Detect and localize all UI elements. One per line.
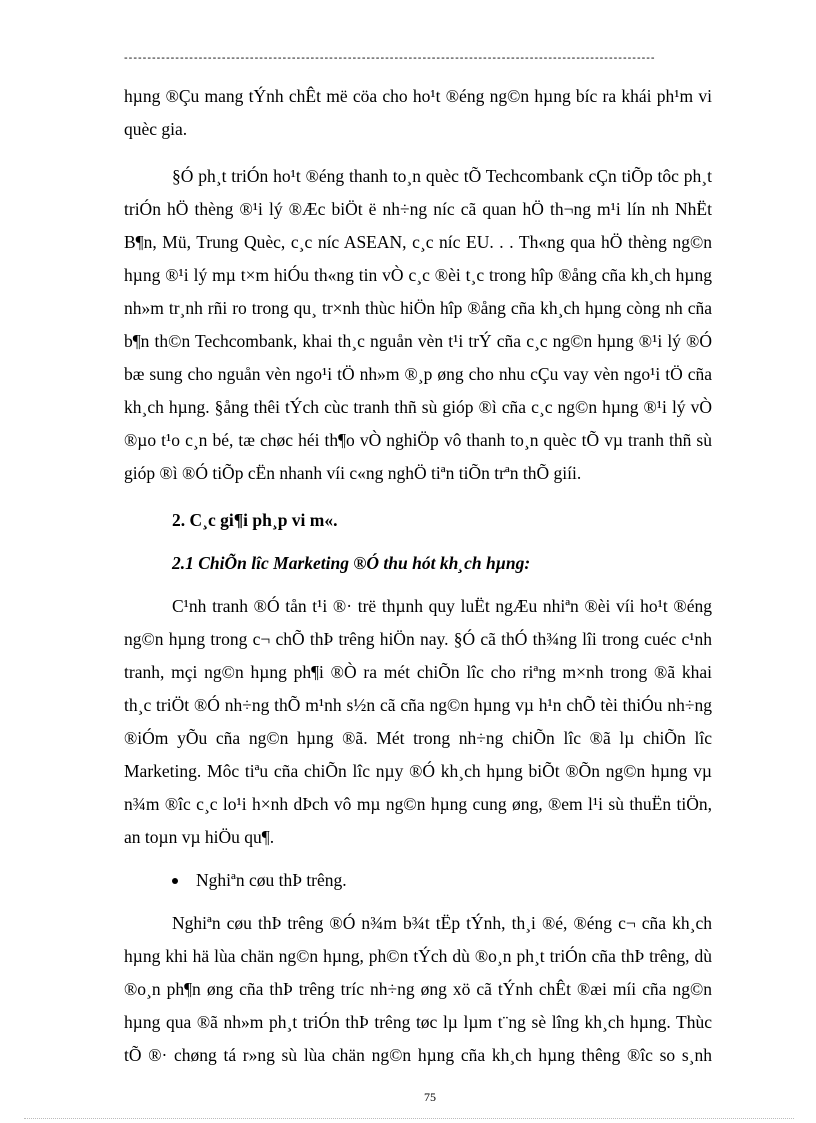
section-heading-2-1: 2.1 ChiÕn lîc Marketing ®Ó thu hót kh¸ch hµng: [172,553,531,573]
text-line: an toµn vµ hiÖu qu¶. [124,827,275,847]
text-line: hµng ®Çu mang tÝnh chÊt më cöa cho ho¹t ®éng ng©n hµng bíc ra khái ph¹m vi [124,86,712,106]
paragraph-international-payment [124,160,712,490]
bullet-label: Nghiªn cøu thÞ trêng. [196,870,347,890]
page-content [124,80,712,1072]
text-line: Nghiªn cøu thÞ trêng ®Ó n¾m b¾t tËp tÝnh, th¸i ®é, ®éng c¬ cña kh¸ch [172,913,712,933]
text-line: th¸c triÖt ®Ó nh÷ng thÕ m¹nh s½n cã cña ng©n hµng vµ h¹n chÕ tèi thiÓu nh÷ng [124,695,712,715]
text-line: B¶n, Mü, Trung Quèc, c¸c níc ASEAN, c¸c níc EU. . . Th«ng qua hÖ thèng ng©n [124,232,712,252]
text-line: kh¸ch hµng. §ång thêi tÝch cùc tranh thñ sù gióp ®ì cña c¸c ng©n hµng ®¹i lý vÒ [124,397,712,417]
text-line: triÓn hÖ thèng ®¹i lý ®Æc biÖt ë nh÷ng níc cã quan hÖ th¬ng m¹i lín nh NhËt [124,199,712,219]
text-line: ®o¸n ph¶n øng cña thÞ trêng tríc nh÷ng øng xö cã tÝnh chÊt ®æi míi cña ng©n [124,979,712,999]
text-line: quèc gia. [124,119,188,139]
text-line: Marketing. Môc tiªu cña chiÕn lîc nµy ®Ó kh¸ch hµng biÕt ®Õn ng©n hµng vµ [124,761,712,781]
text-line: ®iÓm yÕu cña ng©n hµng ®ã. Mét trong nh÷ng chiÕn lîc ®ã lµ chiÕn lîc [124,728,712,748]
text-line: §Ó ph¸t triÓn ho¹t ®éng thanh to¸n quèc tÕ Techcombank cÇn tiÕp tôc ph¸t [172,166,712,186]
bullet-item [124,864,712,897]
text-line: gióp ®ì ®Ó tiÕp cËn nhanh víi c«ng nghÖ tiªn tiÕn trªn thÕ giíi. [124,463,582,483]
paragraph-market-research [124,907,712,1072]
text-line: b¶n th©n Techcombank, khai th¸c nguån vèn t¹i trÝ cña c¸c ng©n hµng ®¹i lý ®Ó [124,331,712,351]
text-line: nh»m tr¸nh rñi ro trong qu¸ tr×nh thùc hiÖn hîp ®ång cña kh¸ch hµng còng nh cña [124,298,712,318]
text-line: bæ sung cho nguån vèn ngo¹i tÖ nh»m ®¸p øng cho nhu cÇu vay vèn ngo¹i tÖ cña [124,364,712,384]
paragraph-marketing-strategy [124,590,712,854]
text-line: ®µo t¹o c¸n bé, tæ chøc héi th¶o vÒ nghiÖp vô thanh to¸n quèc tÕ vµ tranh thñ sù [124,430,712,450]
text-line: tranh, mçi ng©n hµng ph¶i ®Ò ra mét chiÕn lîc cho riªng m×nh trong ®ã khai [124,662,712,682]
text-line: hµng khi hä lùa chän ng©n hµng, ph©n tÝch dù ®o¸n ph¸t triÓn cña thÞ trêng, dù [124,946,712,966]
paragraph-continuation [124,80,712,146]
text-line: C¹nh tranh ®Ó tån t¹i ®· trë thµnh quy luËt ngÆu nhiªn ®èi víi ho¹t ®éng [172,596,712,616]
text-line: hµng qua ®ã nh»m ph¸t triÓn thÞ trêng tøc lµ lµm t¨ng sè lîng kh¸ch hµng. Thùc [124,1012,712,1032]
text-line: n¾m ®îc c¸c lo¹i h×nh dÞch vô mµ ng©n hµng cung øng, ®em l¹i sù thuËn tiÖn, [124,794,712,814]
bullet-dot-icon [172,878,178,884]
text-line: ng©n hµng trong c¬ chÕ thÞ trêng hiÖn nay. §Ó cã thÓ th¾ng lîi trong cuéc c¹nh [124,629,712,649]
text-line: hµng ®¹i lý mµ t×m hiÓu th«ng tin vÒ c¸c ®èi t¸c trong hîp ®ång cña kh¸ch hµng [124,265,712,285]
section-heading-2: 2. C¸c gi¶i ph¸p vi m«. [172,510,338,530]
footer-divider [24,1118,794,1119]
page-number: 75 [424,1090,436,1104]
header-rule: ------------------------------------------------------------------------------------------------------------------ [124,52,656,64]
text-line: tÕ ®· chøng tá r»ng sù lùa chän ng©n hµng cña kh¸ch hµng thêng ®îc so s¸nh [124,1045,712,1065]
